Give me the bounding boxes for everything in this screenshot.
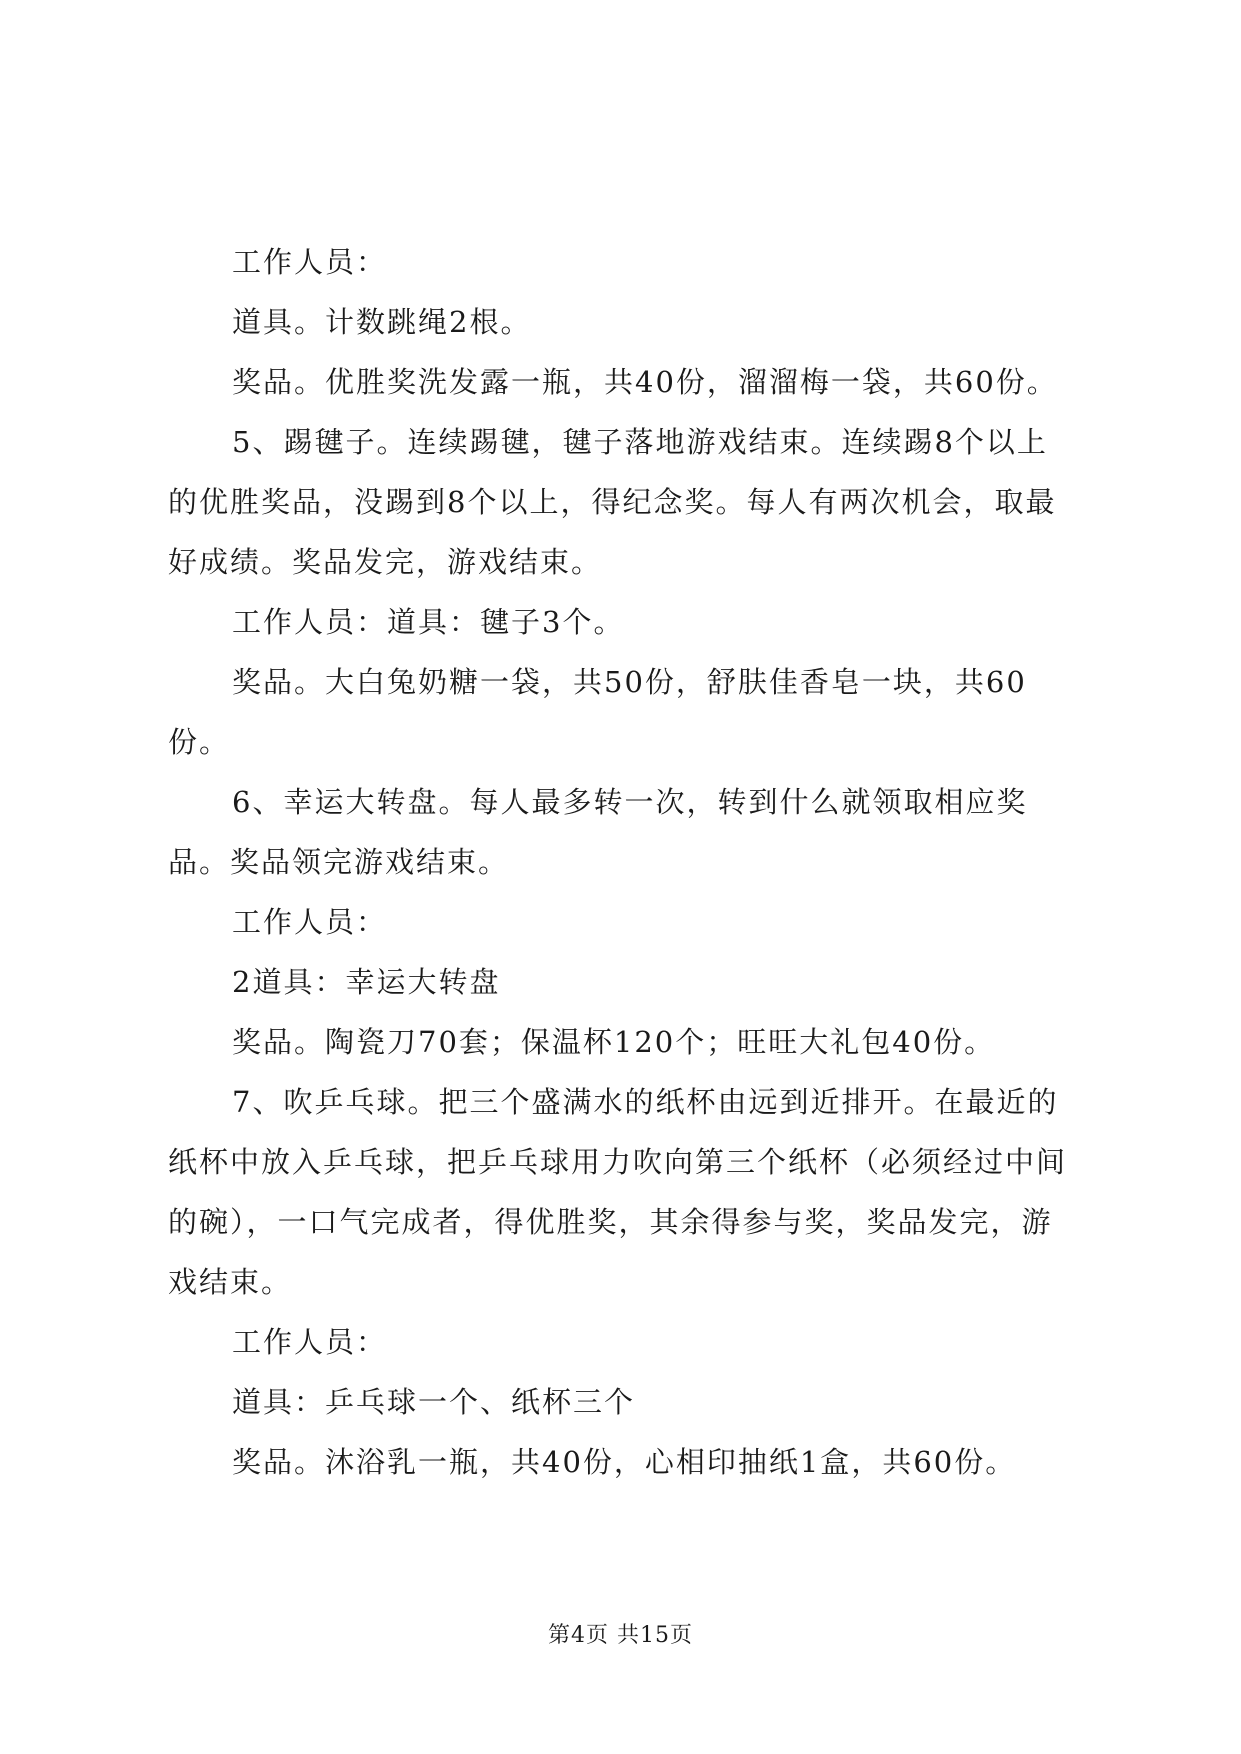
- paragraph-prizes-shuttlecock: 奖品。大白兔奶糖一袋，共50份，舒肤佳香皂一块，共60份。: [168, 665, 1027, 759]
- paragraph-prizes-ping-pong: 奖品。沐浴乳一瓶，共40份，心相印抽纸1盒，共60份。: [232, 1445, 1017, 1479]
- document-body: [168, 232, 1078, 1492]
- paragraph-prizes-jumprope: 奖品。优胜奖洗发露一瓶，共40份，溜溜梅一袋，共60份。: [232, 365, 1058, 399]
- paragraph-staff-1: 工作人员：: [232, 245, 388, 279]
- paragraph-staff-props-shuttlecock: 工作人员：道具：毽子3个。: [232, 605, 625, 639]
- paragraph-props-ping-pong: 道具：乒乓球一个、纸杯三个: [232, 1385, 636, 1419]
- page-number-footer: 第4页 共15页: [548, 1623, 693, 1648]
- paragraph-game-shuttlecock: 5、踢毽子。连续踢毽，毽子落地游戏结束。连续踢8个以上的优胜奖品，没踢到8个以上，得纪念奖。每人有两次机会，取最好成绩。奖品发完，游戏结束。: [168, 425, 1057, 579]
- paragraph-game-lucky-wheel: 6、幸运大转盘。每人最多转一次，转到什么就领取相应奖品。奖品领完游戏结束。: [168, 785, 1028, 879]
- paragraph-prizes-lucky-wheel: 奖品。陶瓷刀70套；保温杯120个；旺旺大礼包40份。: [232, 1025, 996, 1059]
- paragraph-game-ping-pong: 7、吹乒乓球。把三个盛满水的纸杯由远到近排开。在最近的纸杯中放入乒乓球，把乒乓球用力吹向第三个纸杯（必须经过中间的碗），一口气完成者，得优胜奖，其余得参与奖，奖品发完，游戏结束。: [168, 1085, 1068, 1299]
- paragraph-props-jumprope: 道具。计数跳绳2根。: [232, 305, 532, 339]
- paragraph-props-lucky-wheel: 2道具：幸运大转盘: [232, 965, 501, 999]
- paragraph-staff-3: 工作人员：: [232, 1325, 388, 1359]
- paragraph-staff-2: 工作人员：: [232, 905, 388, 939]
